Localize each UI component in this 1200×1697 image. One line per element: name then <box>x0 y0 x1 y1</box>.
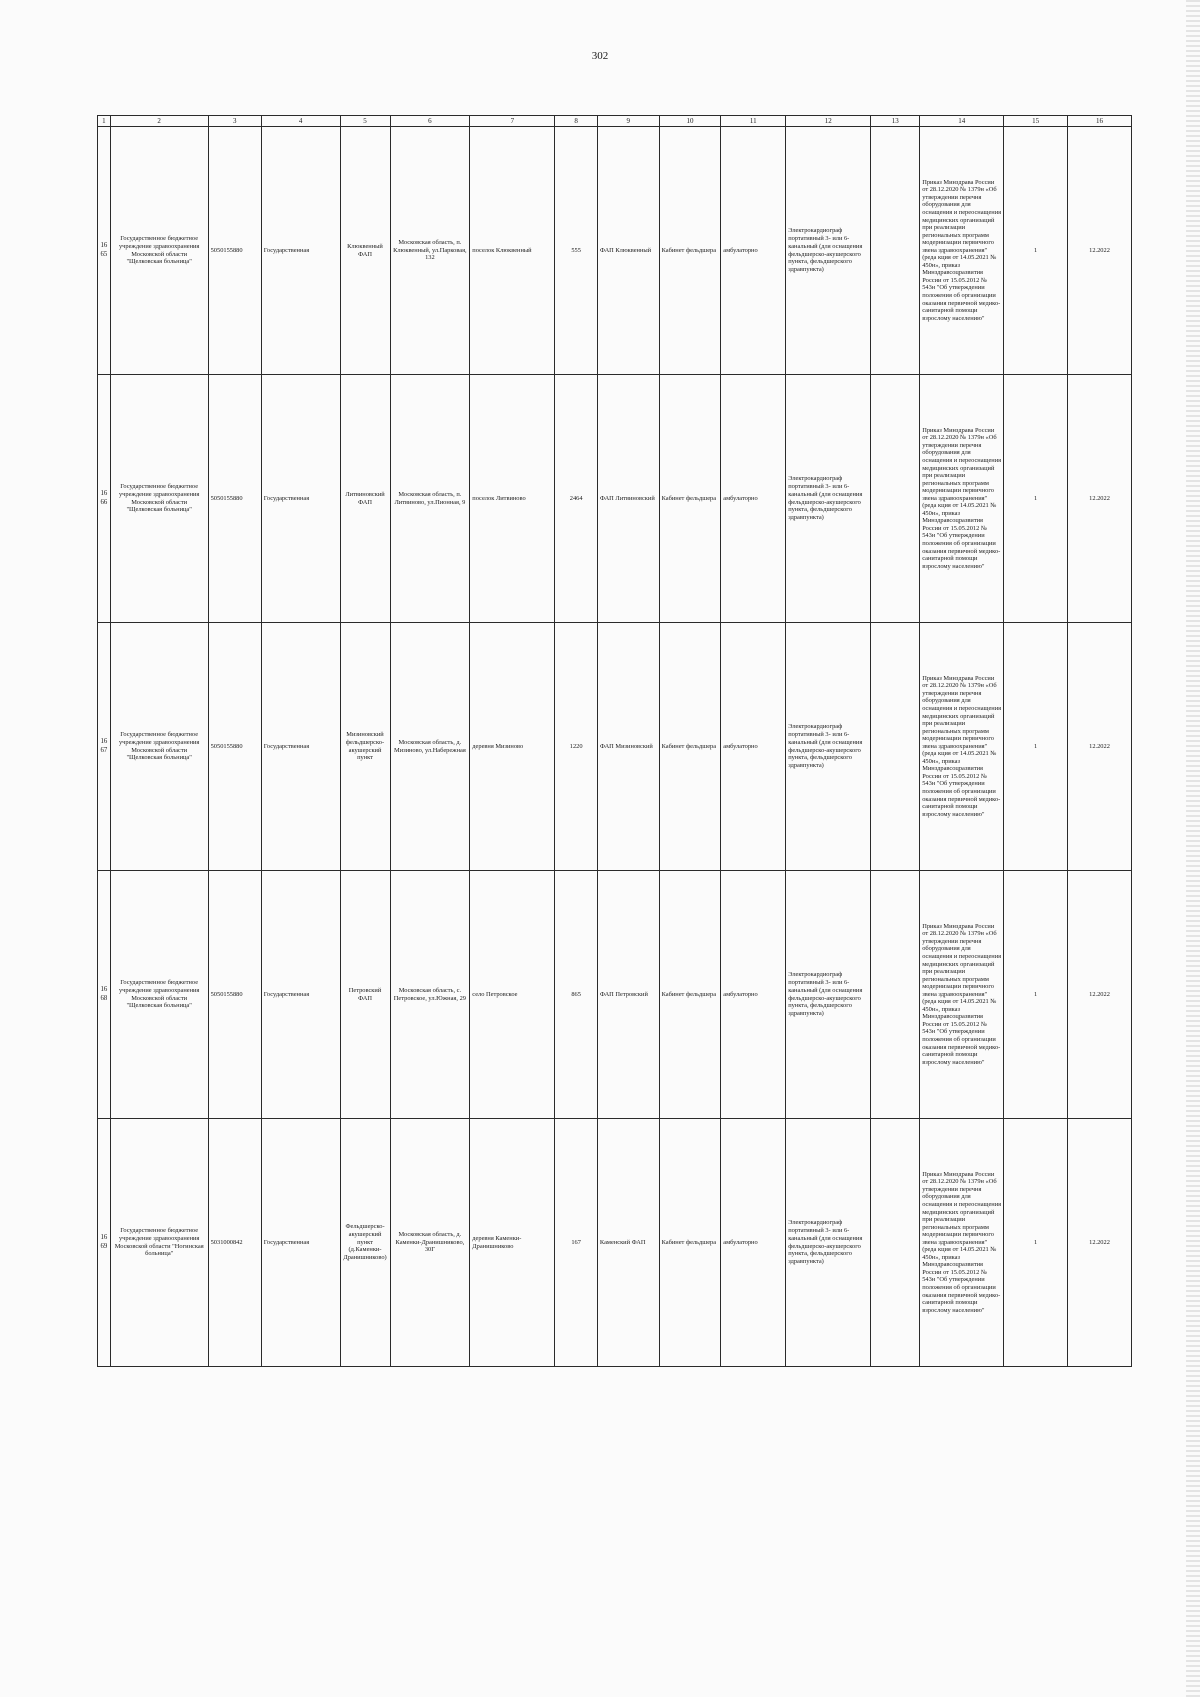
column-number: 7 <box>470 116 555 127</box>
locality: поселок Литвиново <box>470 375 555 623</box>
population: 865 <box>555 871 598 1119</box>
column-number: 5 <box>340 116 390 127</box>
locality: деревня Каменки-Дранишниково <box>470 1119 555 1367</box>
column-number: 2 <box>110 116 208 127</box>
column-number: 9 <box>597 116 659 127</box>
care-conditions: амбулаторно <box>721 1119 786 1367</box>
delivery-date: 12.2022 <box>1068 375 1132 623</box>
fap-name: ФАП Мизиновский <box>597 623 659 871</box>
row-number: 1668 <box>98 871 111 1119</box>
unit-name: Мизиновский фельдшерско-акушерский пункт <box>340 623 390 871</box>
fap-name: ФАП Петровский <box>597 871 659 1119</box>
row-number: 1666 <box>98 375 111 623</box>
column-number: 13 <box>871 116 920 127</box>
column-number: 11 <box>721 116 786 127</box>
unit-address: Московская область, д. Каменки-Дранишниково, 30Г <box>390 1119 470 1367</box>
column-13-cell <box>871 127 920 375</box>
quantity: 1 <box>1004 871 1068 1119</box>
ownership-form: Государственная <box>261 375 340 623</box>
column-number: 10 <box>659 116 721 127</box>
regulatory-order: Приказ Минздрава России от 28.12.2020 № 1379н «Об утверждении перечня оборудования для оснащения и переоснащения медицинских организаций при реализации региональных программ модернизации первичного звена здравоохранения"(реда кция от 14.05.2021 № 450н», приказ Минздравсоцразвития России от 15.05.2012 № 543н "Об утверждении положения об организации оказания первичной медико-санитарной помощи взрослому населению" <box>920 127 1004 375</box>
fap-name: ФАП Литвиновский <box>597 375 659 623</box>
row-number: 1667 <box>98 623 111 871</box>
regulatory-order: Приказ Минздрава России от 28.12.2020 № 1379н «Об утверждении перечня оборудования для оснащения и переоснащения медицинских организаций при реализации региональных программ модернизации первичного звена здравоохранения"(реда кция от 14.05.2021 № 450н», приказ Минздравсоцразвития России от 15.05.2012 № 543н "Об утверждении положения об организации оказания первичной медико-санитарной помощи взрослому населению" <box>920 375 1004 623</box>
ownership-form: Государственная <box>261 1119 340 1367</box>
regulatory-order: Приказ Минздрава России от 28.12.2020 № 1379н «Об утверждении перечня оборудования для оснащения и переоснащения медицинских организаций при реализации региональных программ модернизации первичного звена здравоохранения"(реда кция от 14.05.2021 № 450н», приказ Минздравсоцразвития России от 15.05.2012 № 543н "Об утверждении положения об организации оказания первичной медико-санитарной помощи взрослому населению" <box>920 1119 1004 1367</box>
table-row <box>98 871 1132 1119</box>
quantity: 1 <box>1004 623 1068 871</box>
room-name: Кабинет фельдшера <box>659 1119 721 1367</box>
organization-name: Государственное бюджетное учреждение здравоохранения Московской области "Щелковская больница" <box>110 871 208 1119</box>
column-number: 16 <box>1068 116 1132 127</box>
locality: деревня Мизиново <box>470 623 555 871</box>
unit-address: Московская область, д. Мизиново, ул.Набережная <box>390 623 470 871</box>
care-conditions: амбулаторно <box>721 871 786 1119</box>
column-number: 1 <box>98 116 111 127</box>
population: 2464 <box>555 375 598 623</box>
organization-name: Государственное бюджетное учреждение здравоохранения Московской области "Щелковская больница" <box>110 623 208 871</box>
table-row <box>98 127 1132 375</box>
population: 167 <box>555 1119 598 1367</box>
room-name: Кабинет фельдшера <box>659 375 721 623</box>
equipment-registry-table <box>97 115 1132 1367</box>
delivery-date: 12.2022 <box>1068 871 1132 1119</box>
organization-name: Государственное бюджетное учреждение здравоохранения Московской области "Щелковская больница" <box>110 375 208 623</box>
quantity: 1 <box>1004 375 1068 623</box>
unit-address: Московская область, с. Петровское, ул.Южная, 29 <box>390 871 470 1119</box>
table-row <box>98 1119 1132 1367</box>
unit-name: Клюквенный ФАП <box>340 127 390 375</box>
care-conditions: амбулаторно <box>721 127 786 375</box>
unit-address: Московская область, п. Литвиново, ул.Пионная, 9 <box>390 375 470 623</box>
table-row <box>98 623 1132 871</box>
room-name: Кабинет фельдшера <box>659 127 721 375</box>
regulatory-order: Приказ Минздрава России от 28.12.2020 № 1379н «Об утверждении перечня оборудования для оснащения и переоснащения медицинских организаций при реализации региональных программ модернизации первичного звена здравоохранения"(реда кция от 14.05.2021 № 450н», приказ Минздравсоцразвития России от 15.05.2012 № 543н "Об утверждении положения об организации оказания первичной медико-санитарной помощи взрослому населению" <box>920 871 1004 1119</box>
inn: 5050155880 <box>208 871 261 1119</box>
column-number: 8 <box>555 116 598 127</box>
unit-name: Литвиновский ФАП <box>340 375 390 623</box>
ownership-form: Государственная <box>261 871 340 1119</box>
delivery-date: 12.2022 <box>1068 623 1132 871</box>
locality: село Петровское <box>470 871 555 1119</box>
inn: 5050155880 <box>208 127 261 375</box>
fap-name: Каменский ФАП <box>597 1119 659 1367</box>
page-number: 302 <box>591 50 609 62</box>
delivery-date: 12.2022 <box>1068 1119 1132 1367</box>
column-number-row <box>98 116 1132 127</box>
fap-name: ФАП Клюквенный <box>597 127 659 375</box>
column-13-cell <box>871 623 920 871</box>
organization-name: Государственное бюджетное учреждение здравоохранения Московской области "Ногинская больница" <box>110 1119 208 1367</box>
quantity: 1 <box>1004 127 1068 375</box>
organization-name: Государственное бюджетное учреждение здравоохранения Московской области "Щелковская больница" <box>110 127 208 375</box>
table-row <box>98 375 1132 623</box>
equipment-name: Электрокардиограф портативный 3- или 6-канальный (для оснащения фельдшерско-акушерского пункта, фельдшерского здравпункта) <box>786 127 871 375</box>
inn: 5050155880 <box>208 623 261 871</box>
equipment-name: Электрокардиограф портативный 3- или 6-канальный (для оснащения фельдшерско-акушерского пункта, фельдшерского здравпункта) <box>786 375 871 623</box>
population: 1220 <box>555 623 598 871</box>
room-name: Кабинет фельдшера <box>659 623 721 871</box>
quantity: 1 <box>1004 1119 1068 1367</box>
ownership-form: Государственная <box>261 127 340 375</box>
column-number: 6 <box>390 116 470 127</box>
regulatory-order: Приказ Минздрава России от 28.12.2020 № 1379н «Об утверждении перечня оборудования для оснащения и переоснащения медицинских организаций при реализации региональных программ модернизации первичного звена здравоохранения"(реда кция от 14.05.2021 № 450н», приказ Минздравсоцразвития России от 15.05.2012 № 543н "Об утверждении положения об организации оказания первичной медико-санитарной помощи взрослому населению" <box>920 623 1004 871</box>
room-name: Кабинет фельдшера <box>659 871 721 1119</box>
row-number: 1665 <box>98 127 111 375</box>
delivery-date: 12.2022 <box>1068 127 1132 375</box>
care-conditions: амбулаторно <box>721 375 786 623</box>
unit-name: Петровский ФАП <box>340 871 390 1119</box>
column-13-cell <box>871 871 920 1119</box>
column-number: 14 <box>920 116 1004 127</box>
care-conditions: амбулаторно <box>721 623 786 871</box>
inn: 5031000842 <box>208 1119 261 1367</box>
column-number: 3 <box>208 116 261 127</box>
equipment-name: Электрокардиограф портативный 3- или 6-канальный (для оснащения фельдшерско-акушерского пункта, фельдшерского здравпункта) <box>786 1119 871 1367</box>
column-13-cell <box>871 375 920 623</box>
column-number: 12 <box>786 116 871 127</box>
column-13-cell <box>871 1119 920 1367</box>
column-number: 4 <box>261 116 340 127</box>
equipment-name: Электрокардиограф портативный 3- или 6-канальный (для оснащения фельдшерско-акушерского пункта, фельдшерского здравпункта) <box>786 871 871 1119</box>
column-number: 15 <box>1004 116 1068 127</box>
equipment-name: Электрокардиограф портативный 3- или 6-канальный (для оснащения фельдшерско-акушерского пункта, фельдшерского здравпункта) <box>786 623 871 871</box>
scan-edge-texture <box>1186 0 1200 1697</box>
inn: 5050155880 <box>208 375 261 623</box>
unit-name: Фельдшерско-акушерский пункт (д.Каменки-Дранишниково) <box>340 1119 390 1367</box>
locality: поселок Клюквенный <box>470 127 555 375</box>
population: 555 <box>555 127 598 375</box>
ownership-form: Государственная <box>261 623 340 871</box>
unit-address: Московская область, п. Клюквенный, ул.Парковая, 132 <box>390 127 470 375</box>
row-number: 1669 <box>98 1119 111 1367</box>
